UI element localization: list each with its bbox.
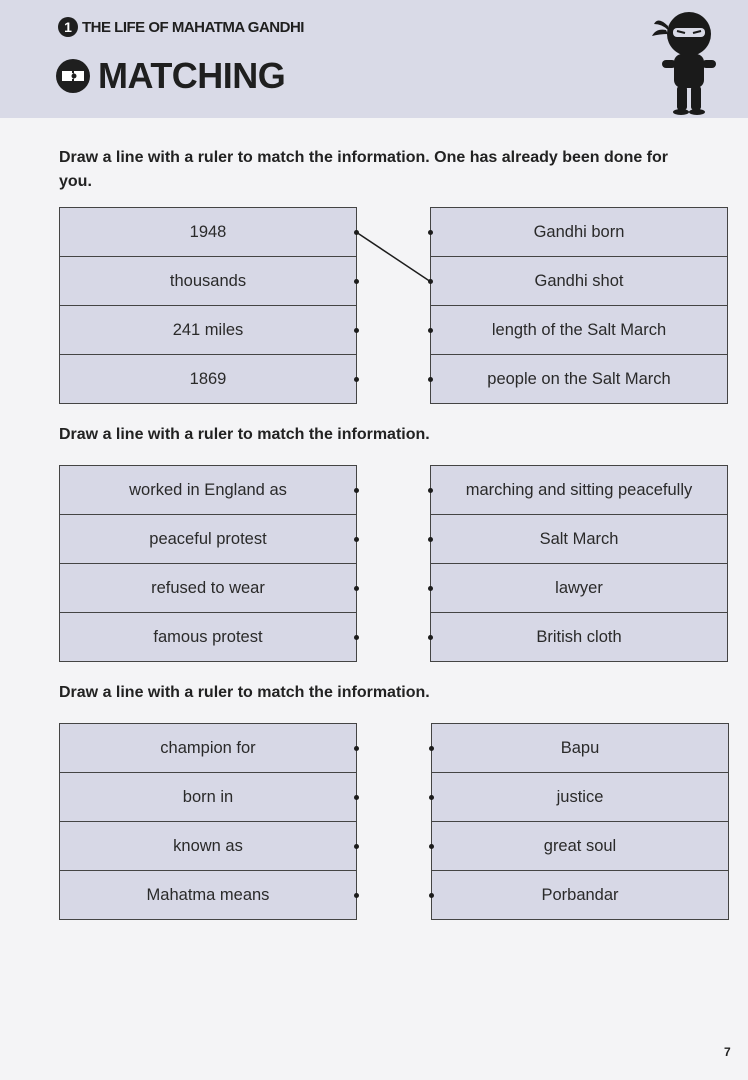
matching-puzzle-icon — [55, 58, 91, 94]
connection-dot[interactable] — [354, 537, 359, 542]
section-title: MATCHING — [98, 55, 286, 96]
connection-dot[interactable] — [354, 586, 359, 591]
ninja-mascot-icon — [646, 6, 732, 116]
match-right-item: people on the Salt March — [431, 355, 727, 403]
section-heading — [55, 56, 285, 96]
match-right-item: Salt March — [431, 515, 727, 564]
connection-dot[interactable] — [354, 279, 359, 284]
exercise-1-left-column — [59, 207, 357, 404]
connection-dot[interactable] — [354, 746, 359, 751]
match-right-item: British cloth — [431, 613, 727, 661]
connection-dot[interactable] — [354, 377, 359, 382]
exercise-2-right-column — [430, 465, 728, 662]
match-left-item: 1869 — [60, 355, 356, 403]
connection-dot[interactable] — [429, 795, 434, 800]
connection-dot[interactable] — [428, 230, 433, 235]
chapter-heading — [58, 17, 304, 37]
match-left-item: born in — [60, 773, 356, 822]
connection-dot[interactable] — [428, 586, 433, 591]
match-left-item: 241 miles — [60, 306, 356, 355]
match-right-item: lawyer — [431, 564, 727, 613]
exercise-3-right-column — [431, 723, 729, 920]
match-left-item: worked in England as — [60, 466, 356, 515]
match-left-item: peaceful protest — [60, 515, 356, 564]
connection-dot[interactable] — [428, 279, 433, 284]
exercise-3-left-column — [59, 723, 357, 920]
match-left-item: refused to wear — [60, 564, 356, 613]
connection-dot[interactable] — [354, 635, 359, 640]
connection-dot[interactable] — [428, 635, 433, 640]
exercise-1-right-column — [430, 207, 728, 404]
connection-dot[interactable] — [428, 488, 433, 493]
chapter-number-badge: 1 — [58, 17, 78, 37]
connection-dot[interactable] — [354, 844, 359, 849]
instruction-text-1: Draw a line with a ruler to match the information. One has already been done for you. — [59, 149, 669, 190]
match-right-item: marching and sitting peacefully — [431, 466, 727, 515]
page-number: 7 — [724, 1045, 731, 1059]
match-left-item: known as — [60, 822, 356, 871]
match-right-item: Bapu — [432, 724, 728, 773]
match-left-item: champion for — [60, 724, 356, 773]
connection-dot[interactable] — [428, 537, 433, 542]
instruction-text-2: Draw a line with a ruler to match the information. — [59, 426, 430, 443]
match-right-item: length of the Salt March — [431, 306, 727, 355]
exercise-2-left-column — [59, 465, 357, 662]
chapter-title: THE LIFE OF MAHATMA GANDHI — [82, 18, 304, 36]
connection-dot[interactable] — [354, 893, 359, 898]
connection-dot[interactable] — [429, 844, 434, 849]
connection-dot[interactable] — [428, 377, 433, 382]
connection-dot[interactable] — [354, 488, 359, 493]
match-left-item: thousands — [60, 257, 356, 306]
match-right-item: great soul — [432, 822, 728, 871]
match-right-item: Gandhi shot — [431, 257, 727, 306]
connection-dot[interactable] — [354, 230, 359, 235]
connection-dot[interactable] — [428, 328, 433, 333]
connection-dot[interactable] — [354, 328, 359, 333]
match-left-item: Mahatma means — [60, 871, 356, 919]
connection-dot[interactable] — [354, 795, 359, 800]
match-right-item: justice — [432, 773, 728, 822]
match-left-item: 1948 — [60, 208, 356, 257]
match-right-item: Porbandar — [432, 871, 728, 919]
page-header — [0, 0, 748, 118]
connection-dot[interactable] — [429, 893, 434, 898]
connection-dot[interactable] — [429, 746, 434, 751]
instruction-text-3: Draw a line with a ruler to match the information. — [59, 684, 430, 701]
match-right-item: Gandhi born — [431, 208, 727, 257]
match-left-item: famous protest — [60, 613, 356, 661]
